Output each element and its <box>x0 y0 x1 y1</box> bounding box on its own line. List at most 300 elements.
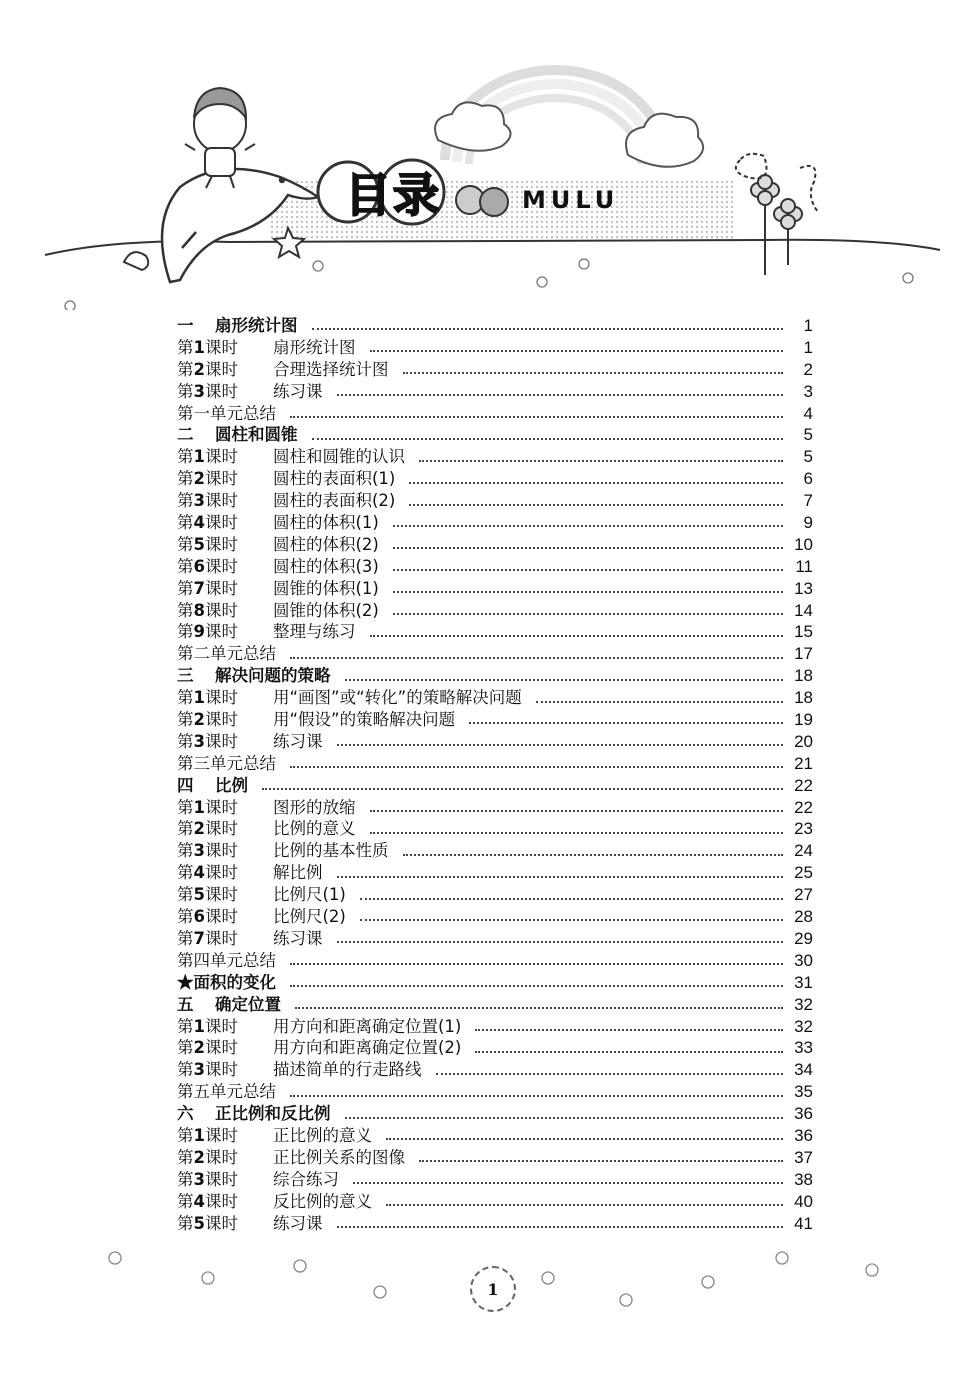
lesson-index: 6 <box>193 556 205 576</box>
toc-row-lesson <box>177 490 813 512</box>
toc-title: 解比例 <box>273 863 323 883</box>
dot-leader <box>475 1028 783 1031</box>
toc-row-special <box>177 972 813 994</box>
lesson-prefix: 第 <box>177 622 194 642</box>
toc-title: 合理选择统计图 <box>273 359 389 379</box>
cloud-icon <box>435 102 703 166</box>
lesson-number <box>177 359 273 381</box>
dot-leader <box>393 612 783 615</box>
page-ref: 23 <box>794 819 813 839</box>
toc-row-lesson <box>177 534 813 556</box>
toc-title: 正比例的意义 <box>273 1125 372 1145</box>
lesson-index: 7 <box>193 578 205 598</box>
page-ref: 34 <box>794 1060 813 1080</box>
page-ref: 5 <box>803 447 813 467</box>
page-ref: 37 <box>794 1147 813 1167</box>
lesson-prefix: 第 <box>177 469 194 489</box>
dot-leader <box>290 984 783 987</box>
toc-row-lesson <box>177 359 813 381</box>
toc-title: 图形的放缩 <box>273 797 356 817</box>
lesson-prefix: 第 <box>177 1125 194 1145</box>
toc-row-unit <box>177 315 813 337</box>
header-illustration <box>0 0 979 310</box>
lesson-suffix: 课时 <box>204 1147 238 1167</box>
page-ref: 36 <box>794 1125 813 1145</box>
page-ref: 15 <box>794 622 813 642</box>
page-ref: 27 <box>794 885 813 905</box>
toc-title: 第四单元总结 <box>177 950 276 970</box>
lesson-number <box>177 906 273 928</box>
lesson-prefix: 第 <box>177 819 194 839</box>
toc-row-unit <box>177 775 813 797</box>
lesson-number <box>177 512 273 534</box>
dot-leader <box>360 918 783 921</box>
toc-title: 解决问题的策略 <box>215 666 331 686</box>
page-ref: 1 <box>803 337 813 357</box>
dot-leader <box>290 1094 783 1097</box>
lesson-number <box>177 600 273 622</box>
page-ref: 35 <box>794 1082 813 1102</box>
dot-leader <box>393 568 783 571</box>
toc-row-lesson <box>177 468 813 490</box>
page-ref: 40 <box>794 1191 813 1211</box>
lesson-number <box>177 556 273 578</box>
page-ref: 4 <box>803 403 813 423</box>
lesson-suffix: 课时 <box>204 1169 238 1189</box>
lesson-prefix: 第 <box>177 534 194 554</box>
lesson-number <box>177 578 273 600</box>
page-ref: 11 <box>795 556 813 576</box>
toc-row-unit <box>177 994 813 1016</box>
lesson-suffix: 课时 <box>204 381 238 401</box>
dot-leader <box>536 700 783 703</box>
lesson-index: 1 <box>193 447 205 467</box>
lesson-prefix: 第 <box>177 841 194 861</box>
toc-row-lesson <box>177 862 813 884</box>
lesson-suffix: 课时 <box>204 1060 238 1080</box>
lesson-index: 3 <box>193 1060 205 1080</box>
page-ref: 10 <box>794 534 813 554</box>
dot-leader <box>337 1225 784 1228</box>
lesson-suffix: 课时 <box>204 1016 238 1036</box>
lesson-prefix: 第 <box>177 1169 194 1189</box>
page-ref: 28 <box>794 907 813 927</box>
clover-icon <box>736 154 818 275</box>
lesson-number <box>177 1213 273 1235</box>
toc-title: 比例的意义 <box>273 819 356 839</box>
toc-title: 练习课 <box>273 731 323 751</box>
lesson-prefix: 第 <box>177 359 194 379</box>
toc-row-lesson <box>177 1169 813 1191</box>
unit-number: 五 <box>177 994 194 1014</box>
lesson-index: 2 <box>193 819 205 839</box>
toc-row-unit <box>177 1103 813 1125</box>
dot-leader <box>370 809 784 812</box>
lesson-number <box>177 490 273 512</box>
lesson-index: 8 <box>193 600 205 620</box>
toc-title: 练习课 <box>273 928 323 948</box>
lesson-index: 4 <box>193 863 205 883</box>
toc-title: 扇形统计图 <box>215 316 298 335</box>
lesson-suffix: 课时 <box>204 885 238 905</box>
lesson-prefix: 第 <box>177 1016 194 1036</box>
toc-title: 反比例的意义 <box>273 1191 372 1211</box>
dot-leader <box>386 1203 783 1206</box>
dot-leader <box>475 1050 783 1053</box>
shell-icon <box>124 252 148 270</box>
lesson-index: 2 <box>193 359 205 379</box>
lesson-suffix: 课时 <box>204 797 238 817</box>
dot-leader <box>262 787 783 790</box>
lesson-number <box>177 446 273 468</box>
dot-leader <box>353 1181 783 1184</box>
lesson-suffix: 课时 <box>204 359 238 379</box>
dot-leader <box>393 524 783 527</box>
lesson-index: 7 <box>193 928 205 948</box>
lesson-suffix: 课时 <box>204 556 238 576</box>
page-ref: 22 <box>794 797 813 817</box>
lesson-suffix: 课时 <box>204 578 238 598</box>
lesson-prefix: 第 <box>177 513 194 533</box>
page-ref: 9 <box>803 513 813 533</box>
dot-leader <box>295 1006 783 1009</box>
toc-row-unit <box>177 424 813 446</box>
page-ref: 38 <box>794 1169 813 1189</box>
dot-leader <box>409 481 783 484</box>
toc-row-lesson <box>177 1213 813 1235</box>
lesson-number <box>177 337 273 359</box>
lesson-prefix: 第 <box>177 797 194 817</box>
lesson-prefix: 第 <box>177 907 194 927</box>
page-ref: 32 <box>794 994 813 1014</box>
lesson-number <box>177 1169 273 1191</box>
page-ref: 18 <box>794 688 813 708</box>
lesson-number <box>177 381 273 403</box>
dot-leader <box>290 765 783 768</box>
toc-row-lesson <box>177 1125 813 1147</box>
dot-leader <box>312 437 784 440</box>
toc-row-lesson <box>177 709 813 731</box>
page-ref: 14 <box>794 600 813 620</box>
page-ref: 32 <box>794 1016 813 1036</box>
toc-title: 圆柱和圆锥 <box>215 425 298 445</box>
lesson-number <box>177 1059 273 1081</box>
dot-icon <box>480 188 508 216</box>
lesson-suffix: 课时 <box>204 337 238 357</box>
lesson-suffix: 课时 <box>204 513 238 533</box>
lesson-prefix: 第 <box>177 928 194 948</box>
lesson-index: 2 <box>193 1038 205 1058</box>
lesson-number <box>177 928 273 950</box>
toc-row-lesson <box>177 1037 813 1059</box>
toc-title: 用“假设”的策略解决问题 <box>273 710 456 730</box>
page-ref: 31 <box>794 972 813 992</box>
toc-title: 正比例关系的图像 <box>273 1147 405 1167</box>
toc-row-lesson <box>177 687 813 709</box>
lesson-index: 5 <box>193 1213 205 1233</box>
page-ref: 3 <box>803 381 813 401</box>
toc-row-summary <box>177 403 813 425</box>
toc-row-summary <box>177 1081 813 1103</box>
lesson-suffix: 课时 <box>204 907 238 927</box>
lesson-suffix: 课时 <box>204 491 238 511</box>
toc-row-lesson <box>177 797 813 819</box>
page-ref: 13 <box>794 578 813 598</box>
lesson-prefix: 第 <box>177 688 194 708</box>
page-number: 1 <box>470 1266 516 1312</box>
dot-leader <box>370 831 784 834</box>
dot-leader <box>403 853 784 856</box>
toc-title: 圆柱的体积(1) <box>273 513 379 533</box>
lesson-suffix: 课时 <box>204 469 238 489</box>
dot-leader <box>312 327 784 330</box>
lesson-index: 3 <box>193 841 205 861</box>
lesson-number <box>177 884 273 906</box>
toc-row-lesson <box>177 840 813 862</box>
lesson-index: 2 <box>193 710 205 730</box>
toc-row-summary <box>177 950 813 972</box>
dot-leader <box>370 634 784 637</box>
toc-title: 用方向和距离确定位置(2) <box>273 1038 462 1058</box>
page-ref: 1 <box>803 316 813 335</box>
toc-title: 练习课 <box>273 381 323 401</box>
toc-row-lesson <box>177 337 813 359</box>
page-ref: 30 <box>794 950 813 970</box>
lesson-index: 1 <box>193 797 205 817</box>
lesson-prefix: 第 <box>177 600 194 620</box>
toc-title: 圆锥的体积(1) <box>273 578 379 598</box>
page-ref: 18 <box>794 666 813 686</box>
lesson-index: 6 <box>193 907 205 927</box>
lesson-suffix: 课时 <box>204 863 238 883</box>
lesson-suffix: 课时 <box>204 688 238 708</box>
toc-row-lesson <box>177 512 813 534</box>
lesson-prefix: 第 <box>177 491 194 511</box>
page-ref: 25 <box>794 863 813 883</box>
unit-number: 六 <box>177 1104 194 1124</box>
lesson-number <box>177 468 273 490</box>
lesson-suffix: 课时 <box>204 819 238 839</box>
lesson-number <box>177 818 273 840</box>
page-ref: 7 <box>803 491 813 511</box>
toc-title: 圆锥的体积(2) <box>273 600 379 620</box>
dot-leader <box>337 875 784 878</box>
toc-row-lesson <box>177 906 813 928</box>
unit-number: 三 <box>177 666 194 686</box>
lesson-suffix: 课时 <box>204 1125 238 1145</box>
toc-title: 第二单元总结 <box>177 644 276 664</box>
dot-leader <box>290 962 783 965</box>
toc-title: 整理与练习 <box>273 622 356 642</box>
toc-row-summary <box>177 753 813 775</box>
lesson-suffix: 课时 <box>204 841 238 861</box>
toc-row-lesson <box>177 1016 813 1038</box>
lesson-suffix: 课时 <box>204 710 238 730</box>
toc-title: 描述简单的行走路线 <box>273 1060 422 1080</box>
page-ref: 33 <box>794 1038 813 1058</box>
toc-row-lesson <box>177 884 813 906</box>
lesson-suffix: 课时 <box>204 447 238 467</box>
lesson-index: 3 <box>193 1169 205 1189</box>
toc-row-lesson <box>177 578 813 600</box>
dot-leader <box>290 656 783 659</box>
toc-row-lesson <box>177 381 813 403</box>
lesson-number <box>177 797 273 819</box>
dot-leader <box>393 546 783 549</box>
lesson-prefix: 第 <box>177 885 194 905</box>
lesson-suffix: 课时 <box>204 731 238 751</box>
lesson-suffix: 课时 <box>204 1191 238 1211</box>
toc-row-lesson <box>177 600 813 622</box>
dot-leader <box>409 503 783 506</box>
dot-leader <box>393 590 783 593</box>
dot-leader <box>337 393 784 396</box>
toc-row-lesson <box>177 621 813 643</box>
flower-icon <box>65 259 913 310</box>
page-ref: 19 <box>794 710 813 730</box>
page-ref: 5 <box>803 425 813 445</box>
lesson-suffix: 课时 <box>204 622 238 642</box>
lesson-index: 3 <box>193 491 205 511</box>
toc-title: ★面积的变化 <box>177 972 276 992</box>
lesson-prefix: 第 <box>177 863 194 883</box>
lesson-prefix: 第 <box>177 337 194 357</box>
lesson-index: 4 <box>193 513 205 533</box>
lesson-prefix: 第 <box>177 578 194 598</box>
toc-title: 比例 <box>215 775 248 795</box>
toc-title: 综合练习 <box>273 1169 339 1189</box>
header-art <box>0 0 979 310</box>
lesson-number <box>177 1016 273 1038</box>
dot-leader <box>345 1116 784 1119</box>
toc-row-lesson <box>177 731 813 753</box>
page-ref: 6 <box>803 469 813 489</box>
toc-title: 圆柱和圆锥的认识 <box>273 447 405 467</box>
lesson-index: 3 <box>193 731 205 751</box>
toc-title: 第一单元总结 <box>177 403 276 423</box>
footer-flowers <box>0 1240 979 1320</box>
lesson-suffix: 课时 <box>204 600 238 620</box>
page-ref: 29 <box>794 928 813 948</box>
toc-title: 第五单元总结 <box>177 1082 276 1102</box>
lesson-number <box>177 1125 273 1147</box>
lesson-number <box>177 840 273 862</box>
lesson-prefix: 第 <box>177 381 194 401</box>
lesson-prefix: 第 <box>177 447 194 467</box>
page-ref: 22 <box>794 775 813 795</box>
dot-leader <box>419 459 783 462</box>
toc-row-lesson <box>177 556 813 578</box>
toc-row-lesson <box>177 928 813 950</box>
lesson-index: 4 <box>193 1191 205 1211</box>
dot-leader <box>403 371 784 374</box>
unit-number: 二 <box>177 425 194 445</box>
lesson-number <box>177 1037 273 1059</box>
dot-leader <box>337 940 784 943</box>
dot-leader <box>370 349 784 352</box>
toc-title: 圆柱的表面积(1) <box>273 469 396 489</box>
lesson-prefix: 第 <box>177 1213 194 1233</box>
lesson-suffix: 课时 <box>204 1213 238 1233</box>
toc-row-lesson <box>177 1059 813 1081</box>
toc-row-lesson <box>177 1191 813 1213</box>
dot-leader <box>345 678 784 681</box>
lesson-index: 5 <box>193 534 205 554</box>
page-ref: 21 <box>794 753 813 773</box>
lesson-prefix: 第 <box>177 1191 194 1211</box>
lesson-index: 1 <box>193 1125 205 1145</box>
toc-title: 圆柱的体积(3) <box>273 556 379 576</box>
toc-title: 圆柱的体积(2) <box>273 534 379 554</box>
toc-title: 用“画图”或“转化”的策略解决问题 <box>273 688 522 708</box>
dot-leader <box>419 1159 783 1162</box>
flower-icon <box>109 1252 878 1306</box>
toc-title: 练习课 <box>273 1213 323 1233</box>
lesson-number <box>177 709 273 731</box>
lesson-prefix: 第 <box>177 1038 194 1058</box>
lesson-index: 3 <box>193 381 205 401</box>
lesson-suffix: 课时 <box>204 928 238 948</box>
lesson-number <box>177 862 273 884</box>
lesson-prefix: 第 <box>177 1060 194 1080</box>
lesson-number <box>177 1147 273 1169</box>
unit-number: 一 <box>177 316 194 335</box>
toc-row-summary <box>177 643 813 665</box>
toc-title: 正比例和反比例 <box>215 1104 331 1124</box>
toc-row-lesson <box>177 446 813 468</box>
lesson-index: 2 <box>193 469 205 489</box>
page-ref: 17 <box>794 644 813 664</box>
lesson-index: 1 <box>193 688 205 708</box>
toc-row-unit <box>177 665 813 687</box>
page-title: 目录 <box>345 168 441 222</box>
toc-title: 第三单元总结 <box>177 753 276 773</box>
dot-leader <box>386 1137 783 1140</box>
dot-leader <box>360 897 783 900</box>
lesson-index: 9 <box>193 622 205 642</box>
toc-row-lesson <box>177 1147 813 1169</box>
lesson-prefix: 第 <box>177 556 194 576</box>
unit-number: 四 <box>177 775 194 795</box>
page-subtitle: MULU <box>522 186 620 214</box>
lesson-index: 1 <box>193 337 205 357</box>
lesson-suffix: 课时 <box>204 1038 238 1058</box>
dot-leader <box>337 743 784 746</box>
toc-title: 确定位置 <box>215 994 281 1014</box>
lesson-suffix: 课时 <box>204 534 238 554</box>
toc-row-lesson <box>177 818 813 840</box>
lesson-number <box>177 687 273 709</box>
toc-title: 比例的基本性质 <box>273 841 389 861</box>
toc-title: 比例尺(2) <box>273 907 346 927</box>
lesson-prefix: 第 <box>177 710 194 730</box>
lesson-number <box>177 1191 273 1213</box>
dot-leader <box>436 1072 784 1075</box>
page-ref: 20 <box>794 731 813 751</box>
toc-title: 用方向和距离确定位置(1) <box>273 1016 462 1036</box>
page-ref: 36 <box>794 1104 813 1124</box>
lesson-index: 5 <box>193 885 205 905</box>
lesson-index: 1 <box>193 1016 205 1036</box>
lesson-prefix: 第 <box>177 1147 194 1167</box>
toc-title: 扇形统计图 <box>273 337 356 357</box>
lesson-index: 2 <box>193 1147 205 1167</box>
lesson-number <box>177 731 273 753</box>
lesson-number <box>177 621 273 643</box>
lesson-prefix: 第 <box>177 731 194 751</box>
toc-title: 比例尺(1) <box>273 885 346 905</box>
dot-leader <box>469 721 783 724</box>
